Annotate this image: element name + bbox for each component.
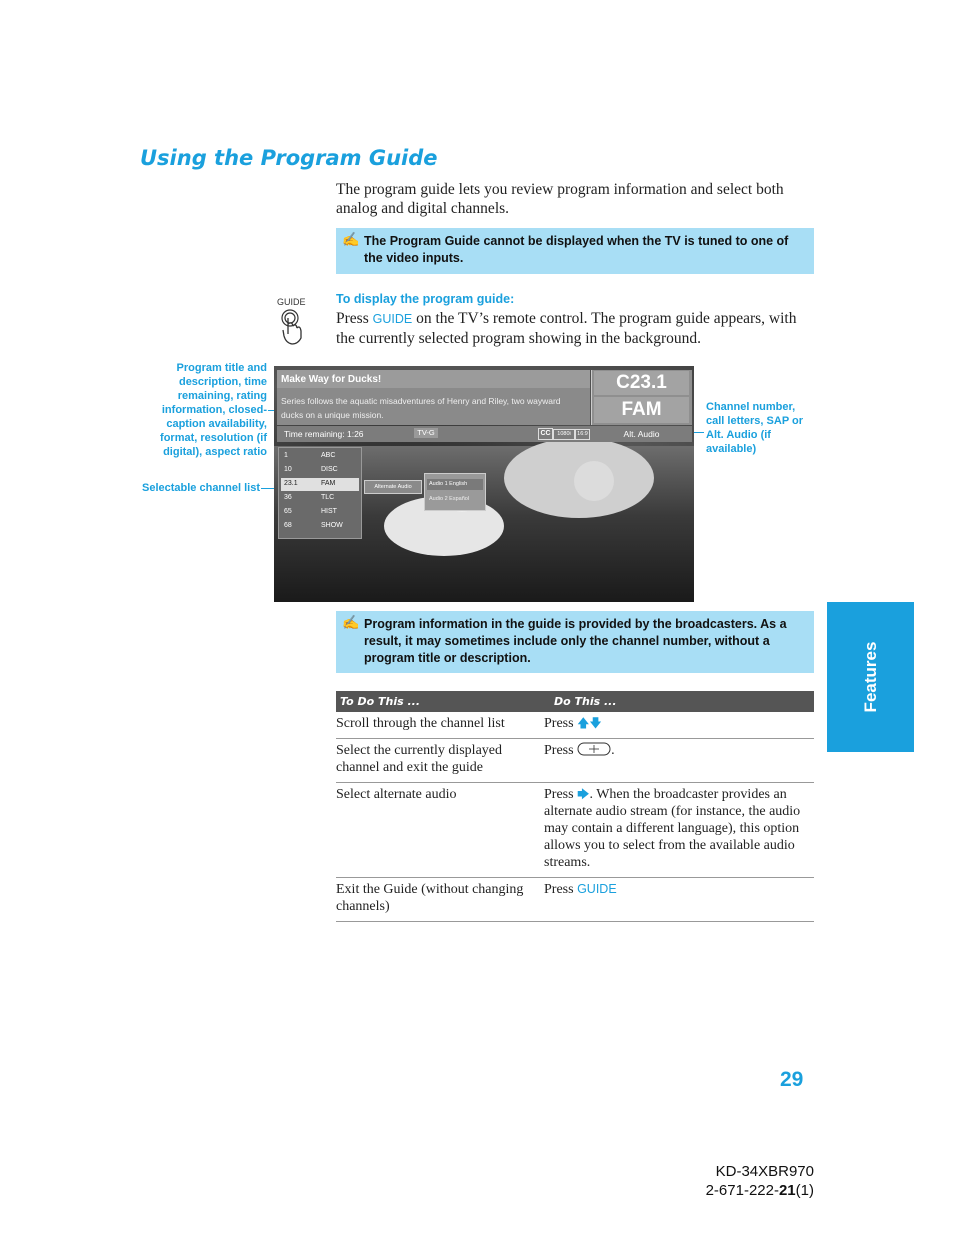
table-cell-todo: Scroll through the channel list	[336, 712, 544, 739]
section-title: Using the Program Guide	[140, 146, 438, 170]
table-row	[336, 878, 814, 922]
channel-name: HIST	[321, 508, 337, 515]
table-row	[336, 739, 814, 783]
callout-program-info: Program title and description, time remaining, rating information, closed-caption availability, format, resolution (if digital), aspect ratio	[160, 362, 267, 458]
footer-code-bold: 21	[778, 1182, 796, 1199]
footer-code-prefix: 2-671-222-	[705, 1182, 779, 1199]
channel-list-item[interactable]	[281, 464, 359, 477]
table-cell-do	[544, 878, 814, 922]
intro-paragraph: The program guide lets you review program information and select both analog and digital channels.	[336, 181, 784, 217]
guide-button-label: GUIDE	[277, 297, 306, 307]
callout-channel-number: Channel number, call letters, SAP or Alt. Audio (if available)	[706, 401, 804, 455]
footer-model: KD-34XBR970	[715, 1163, 814, 1180]
press-text: Press	[544, 787, 574, 802]
footer-code	[706, 1181, 814, 1200]
pencil-note-icon: ✍	[342, 614, 360, 630]
channel-num: 23.1	[284, 480, 298, 487]
features-section-tab	[827, 602, 914, 752]
channel-list-item[interactable]	[281, 520, 359, 533]
right-arrow-icon: 🡆	[577, 787, 590, 801]
channel-num: 68	[284, 522, 292, 529]
table-cell-do	[544, 783, 814, 878]
program-title: Make Way for Ducks!	[281, 374, 382, 385]
channel-num: 10	[284, 466, 292, 473]
table-header: To Do This ...	[336, 691, 544, 712]
program-description: Series follows the aquatic misadventures of Henry and Riley, two wayward ducks on a unique mission.	[281, 396, 561, 420]
table-cell-do	[544, 712, 814, 739]
note-text: Program information in the guide is provided by the broadcasters. As a result, it may sometimes include only the channel number, without a program title or description.	[364, 617, 787, 665]
channel-name: ABC	[321, 452, 336, 459]
guide-key-label: GUIDE	[577, 882, 617, 896]
table-row	[336, 783, 814, 878]
duck-right-head	[574, 461, 614, 501]
channel-name: TLC	[321, 494, 335, 501]
features-tab-label: Features	[860, 641, 880, 713]
alternate-audio-label[interactable]: Alternate Audio	[364, 480, 422, 494]
period: .	[611, 743, 615, 758]
channel-name: FAM	[321, 480, 336, 487]
aspect-badge: 16:9	[575, 429, 590, 440]
note-box	[336, 611, 814, 673]
channel-num: 65	[284, 508, 292, 515]
channel-list	[278, 447, 362, 539]
audio-option[interactable]: Audio 2 Español	[429, 496, 470, 502]
channel-name: SHOW	[321, 522, 343, 529]
alt-audio-indicator: Alt. Audio	[623, 429, 660, 439]
time-remaining: Time remaining: 1:26	[284, 429, 364, 439]
step-text	[336, 309, 811, 348]
call-letters: FAM	[594, 397, 689, 423]
press-text: Press	[544, 882, 574, 897]
table-cell-todo: Select the currently displayed channel and exit the guide	[336, 739, 544, 783]
down-arrow-icon: 🡇	[589, 716, 602, 730]
channel-list-item[interactable]	[281, 492, 359, 505]
channel-list-item[interactable]	[281, 506, 359, 519]
rating-badge: TV-G	[414, 428, 438, 438]
guide-key-label: GUIDE	[372, 312, 413, 326]
actions-table	[336, 691, 814, 922]
table-cell-todo: Exit the Guide (without changing channels)	[336, 878, 544, 922]
up-arrow-icon: 🡅	[577, 716, 590, 730]
select-button-icon	[577, 742, 611, 756]
table-header-row	[336, 691, 814, 712]
table-row	[336, 712, 814, 739]
pencil-note-icon: ✍	[342, 231, 360, 247]
footer-code-suffix: (1)	[795, 1182, 814, 1199]
cc-badge: CC	[538, 428, 553, 440]
program-guide-screenshot	[274, 366, 694, 602]
channel-num: 1	[284, 452, 288, 459]
channel-list-item-selected[interactable]	[281, 478, 359, 491]
pressing-hand-icon	[278, 308, 306, 346]
table-cell-todo: Select alternate audio	[336, 783, 544, 878]
alt-audio-description: . When the broadcaster provides an alternate audio stream (for instance, the audio may contain a different language), this option allows you to select from the available audio streams.	[544, 787, 801, 870]
press-text: Press	[544, 743, 574, 758]
note-text: The Program Guide cannot be displayed when the TV is tuned to one of the video inputs.	[364, 234, 789, 265]
table-cell-do	[544, 739, 814, 783]
step-text-after: on the TV’s remote control. The program guide appears, with the currently selected program showing in the background.	[336, 310, 797, 347]
step-text-before: Press	[336, 310, 369, 327]
note-box	[336, 228, 814, 274]
channel-name: DISC	[321, 466, 338, 473]
format-badge: 1080i	[553, 429, 575, 440]
channel-num: 36	[284, 494, 292, 501]
page-number: 29	[780, 1068, 804, 1091]
channel-list-item[interactable]	[281, 450, 359, 463]
footer	[706, 1162, 814, 1200]
audio-option-selected[interactable]: Audio 1 English	[427, 479, 483, 490]
callout-channel-list: Selectable channel list	[142, 482, 260, 494]
table-header: Do This ...	[544, 691, 814, 712]
press-text: Press	[544, 716, 574, 731]
channel-number: C23.1	[594, 371, 689, 395]
step-title: To display the program guide:	[336, 292, 515, 306]
